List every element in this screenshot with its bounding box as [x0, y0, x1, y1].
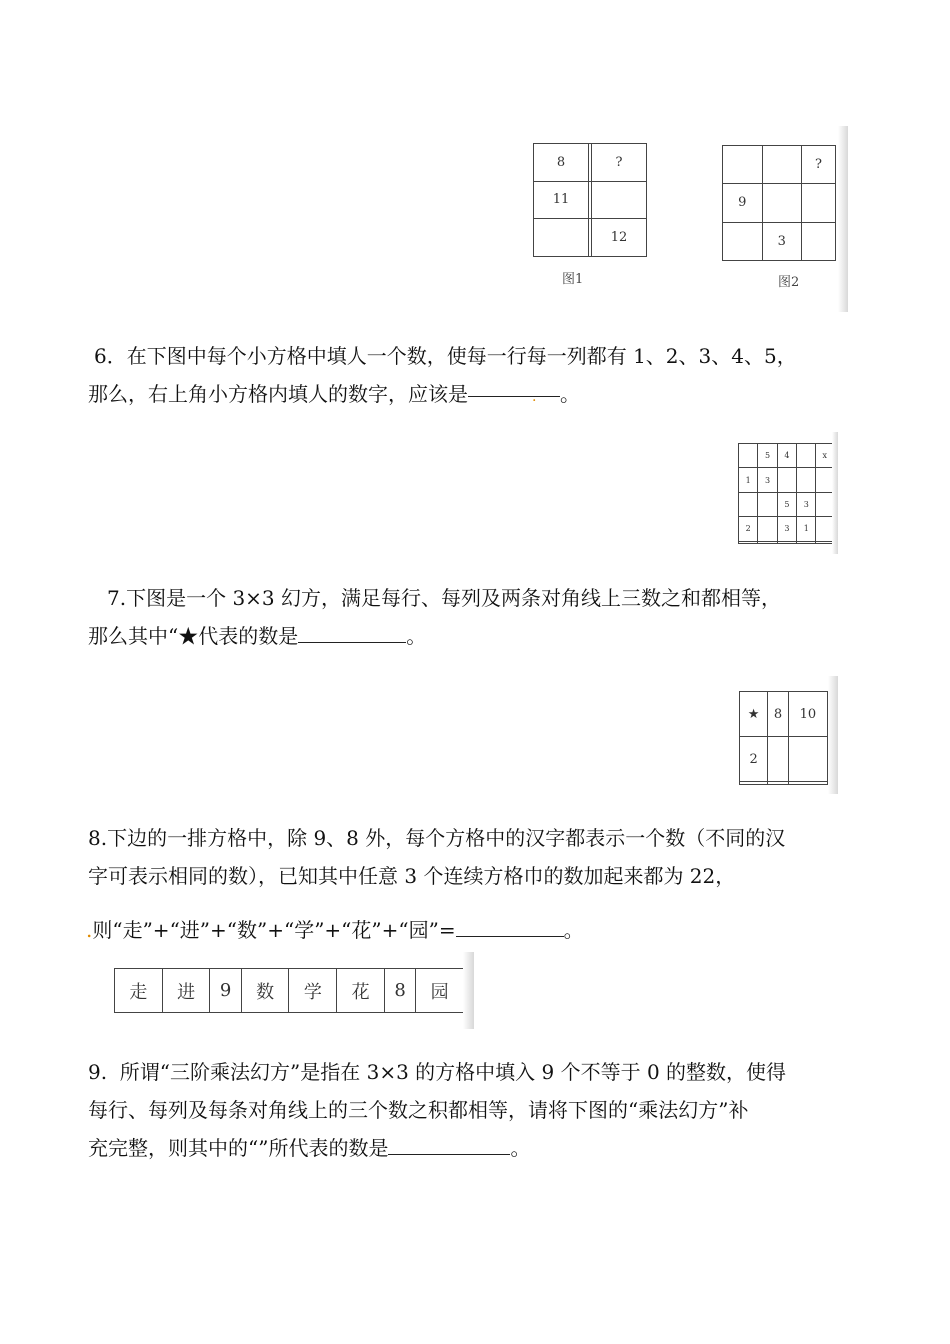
q7-grid-cell [788, 737, 827, 782]
q8-box: 园 [416, 969, 464, 1013]
fig1-cell: 11 [534, 181, 589, 219]
fig1-row [534, 219, 647, 257]
q6-grid-cell [816, 468, 834, 492]
fig2-cell [762, 146, 802, 184]
q8-text-1 [88, 818, 785, 858]
q6-grid-cell [777, 468, 796, 492]
q8-box: 花 [337, 969, 385, 1013]
q8-box: 学 [289, 969, 337, 1013]
q9-answer-blank[interactable] [388, 1132, 510, 1155]
q6-grid-cell [797, 444, 816, 468]
fig2-cell: ? [802, 146, 836, 184]
figure-1-caption: 图1 [562, 272, 584, 287]
q8-row-boxes [114, 968, 464, 1013]
q6-answer-blank[interactable]: . [468, 374, 560, 397]
q8-line-3: 则“走”+“进”+“数”+“学”+“花”+“园”= [92, 918, 456, 942]
q6-grid-row [739, 444, 834, 468]
q6-grid-cell [758, 492, 777, 516]
fig2-cell [723, 146, 763, 184]
q6-grid-cell [816, 517, 834, 541]
q8-box: 走 [115, 969, 163, 1013]
q8-line-2: 字可表示相同的数），已知其中任意 3 个连续方格巾的数加起来都为 22， [88, 864, 736, 888]
q6-grid-cell [739, 492, 758, 516]
fig1-cell: 8 [534, 144, 589, 182]
fig2-cell: 3 [762, 222, 802, 260]
q6-line-1: 6．在下图中每个小方格中填人一个数，使每一行每一列都有 1、2、3、4、5， [94, 344, 797, 368]
q6-grid-cell: 5 [777, 492, 796, 516]
q6-grid-cell [816, 492, 834, 516]
q6-grid-cell [777, 541, 796, 544]
q7-text-2 [88, 616, 426, 656]
q6-line-2: 那么，右上角小方格内填人的数字，应该是 [88, 382, 468, 406]
fig2-cell [802, 222, 836, 260]
q8-box: 进 [162, 969, 210, 1013]
q7-grid-row [740, 782, 828, 785]
fig1-cell: 12 [592, 219, 647, 257]
q7-grid-cell: 2 [740, 737, 768, 782]
q6-grid-row [739, 468, 834, 492]
q7-grid-row [740, 692, 828, 737]
q6-text-2 [88, 374, 580, 414]
q6-grid-cell: 1 [797, 517, 816, 541]
fig1-cell [534, 219, 589, 257]
fig1-cell: ? [592, 144, 647, 182]
fig1-row [534, 144, 647, 182]
q7-grid-cell: 8 [768, 692, 789, 737]
q8-box: 8 [384, 969, 415, 1013]
q6-grid-cell [797, 468, 816, 492]
q6-grid [738, 443, 834, 544]
q7-grid-cell: 10 [788, 692, 827, 737]
q7-grid-cell [768, 782, 789, 785]
q6-grid-cell: 2 [739, 517, 758, 541]
q9-text-1 [88, 1052, 786, 1092]
figure-2-caption: 图2 [778, 275, 800, 290]
q7-grid-row [740, 737, 828, 782]
q8-box: 9 [210, 969, 241, 1013]
q7-period: 。 [406, 624, 427, 648]
q6-grid-cell: 4 [777, 444, 796, 468]
q8-answer-blank[interactable] [456, 914, 564, 937]
q6-text [94, 336, 797, 376]
q9-line-1: 9. 所谓“三阶乘法幻方”是指在 3×3 的方格中填入 9 个不等于 0 的整数，使得 [88, 1060, 787, 1084]
fig2-cell [762, 184, 802, 222]
q6-grid-cell [758, 517, 777, 541]
q6-grid-cell: 3 [797, 492, 816, 516]
fig1-row [534, 181, 647, 219]
q6-grid-cell: x [816, 444, 834, 468]
q6-grid-cell: 5 [758, 444, 777, 468]
q8-text-2 [88, 856, 735, 896]
q8-period: 。 [563, 918, 584, 942]
q7-magic-square [739, 691, 828, 785]
q8-box: 数 [241, 969, 289, 1013]
q6-grid-cell [816, 541, 834, 544]
q9-text-3 [88, 1128, 530, 1168]
q6-grid-cell: 1 [739, 468, 758, 492]
q7-answer-blank[interactable] [298, 620, 406, 643]
q9-text-2 [88, 1090, 748, 1130]
q7-grid-cell: ★ [740, 692, 768, 737]
q6-grid-cell: 3 [777, 517, 796, 541]
q6-period: 。 [560, 382, 580, 406]
q7-grid-cell [788, 782, 827, 785]
fig2-cell [723, 222, 763, 260]
q7-line-2: 那么其中“★代表的数是 [88, 624, 299, 648]
fig1-cell [592, 181, 647, 219]
q9-line-3: 充完整，则其中的“”所代表的数是 [88, 1136, 389, 1160]
q8-line-1: 8.下边的一排方格中，除 9、8 外，每个方格中的汉字都表示一个数（不同的汉 [88, 826, 786, 850]
fig2-row [723, 222, 836, 260]
fig2-cell: 9 [723, 184, 763, 222]
q9-line-2: 每行、每列及每条对角线上的三个数之积都相等，请将下图的“乘法幻方”补 [88, 1098, 749, 1122]
fig2-row [723, 146, 836, 184]
q6-grid-cell [797, 541, 816, 544]
q7-line-1: 7.下图是一个 3×3 幻方，满足每行、每列及两条对角线上三数之和都相等， [107, 586, 782, 610]
q6-grid-cell [739, 444, 758, 468]
q8-text-3: .则“走”+“进”+“数”+“学”+“花”+“园”= 。 [86, 910, 584, 950]
q6-grid-cell: 3 [758, 468, 777, 492]
q7-grid-cell [768, 737, 789, 782]
q6-grid-cell [739, 541, 758, 544]
q6-grid-row [739, 541, 834, 544]
q6-grid-row [739, 517, 834, 541]
q7-text [107, 578, 781, 618]
q6-grid-row [739, 492, 834, 516]
q9-period: 。 [510, 1136, 531, 1160]
q6-grid-cell [758, 541, 777, 544]
q7-grid-cell [740, 782, 768, 785]
fig2-cell [802, 184, 836, 222]
q8-row [115, 969, 464, 1013]
fig2-row [723, 184, 836, 222]
